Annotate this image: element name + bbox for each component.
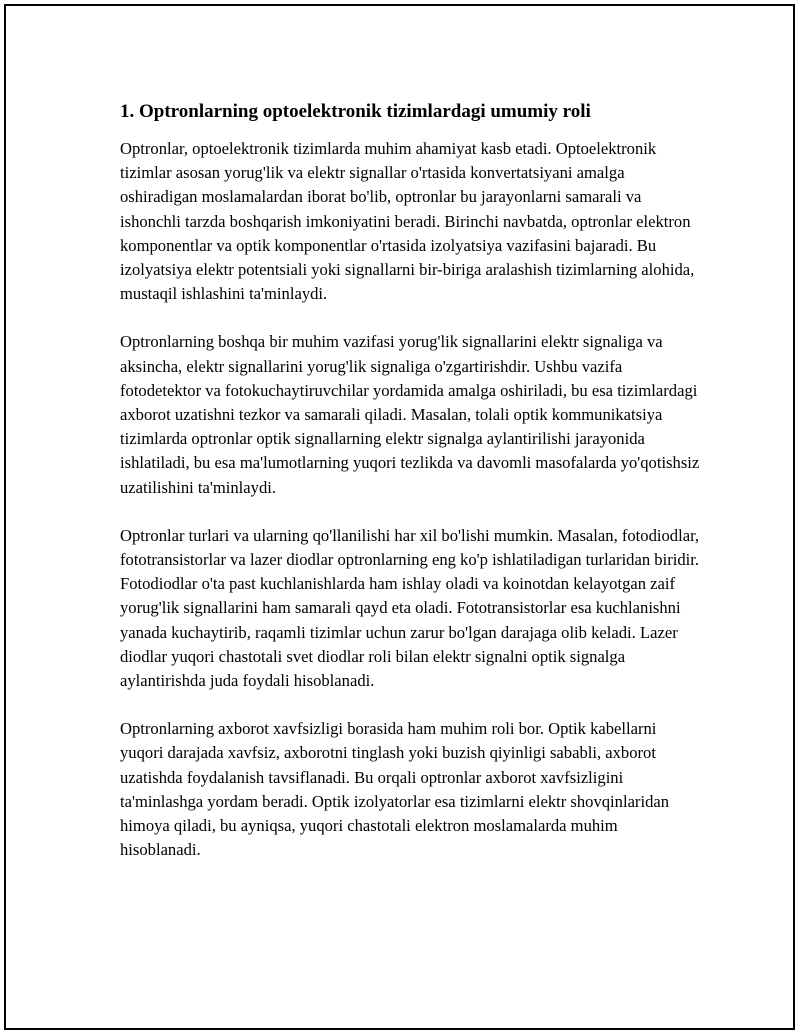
paragraph-3: Optronlar turlari va ularning qo'llanilishi har xil bo'lishi mumkin. Masalan, fotodiodlar, fototransistorlar va lazer diodlar optronlarning eng ko'p ishlatiladigan turlaridan biridir. Fotodiodlar o'ta past kuchlanishlarda ham ishlay oladi va koinotdan kelayotgan zaif yorug'lik signallarini ham samarali qayd eta oladi. Fototransistorlar esa kuchlanishni yanada kuchaytirib, raqamli tizimlar uchun zarur bo'lgan darajaga olib keladi. Lazer diodlar yuqori chastotali svet diodlar roli bilan elektr signalni optik signalga aylantirishda juda foydali hisoblanadi. xyxy=(120,525,700,691)
paragraph-2: Optronlarning boshqa bir muhim vazifasi yorug'lik signallarini elektr signaliga va aksincha, elektr signallarini yorug'lik signaliga o'zgartirishdir. Ushbu vazifa fotodetektor va fotokuchaytiruvchilar yordamida amalga oshiriladi, bu esa tizimlardagi axborot uzatishni tezkor va samarali qiladi. Masalan, tolali optik kommunikatsiya tizimlarda optronlar optik signallarning elektr signalga aylantirilishi jarayonida ishlatiladi, bu esa ma'lumotlarning yuqori tezlikda va davomli masofalarda yo'qotishsiz uzatilishini ta'minlaydi. xyxy=(120,332,700,497)
document-body xyxy=(120,99,700,862)
paragraph-4: Optronlarning axborot xavfsizligi borasida ham muhim roli bor. Optik kabellarni yuqori darajada xavfsiz, axborotni tinglash yoki buzish qiyinligi sababli, axborot uzatishda foydalanish tavsiflanadi. Bu orqali optronlar axborot xavfsizligini ta'minlashga yordam beradi. Optik izolyatorlar esa tizimlarni elektr shovqinlaridan himoya qiladi, bu ayniqsa, yuqori chastotali elektron moslamalarda muhim hisoblanadi. xyxy=(120,719,670,860)
page-frame xyxy=(4,4,795,1030)
section-heading: 1. Optronlarning optoelektronik tizimlardagi umumiy roli xyxy=(120,101,591,122)
paragraph-1: Optronlar, optoelektronik tizimlarda muhim ahamiyat kasb etadi. Optoelektronik tizimlar asosan yorug'lik va elektr signallar o'rtasida konvertatsiyani amalga oshiradigan moslamalardan iborat bo'lib, optronlar bu jarayonlarni samarali va ishonchli tarzda boshqarish imkoniyatini beradi. Birinchi navbatda, optronlar elektron komponentlar va optik komponentlar o'rtasida izolyatsiya vazifasini bajaradi. Bu izolyatsiya elektr potentsiali yoki signallarni bir-biriga aralashish tizimlarning alohida, mustaqil ishlashini ta'minlaydi. xyxy=(120,139,695,304)
